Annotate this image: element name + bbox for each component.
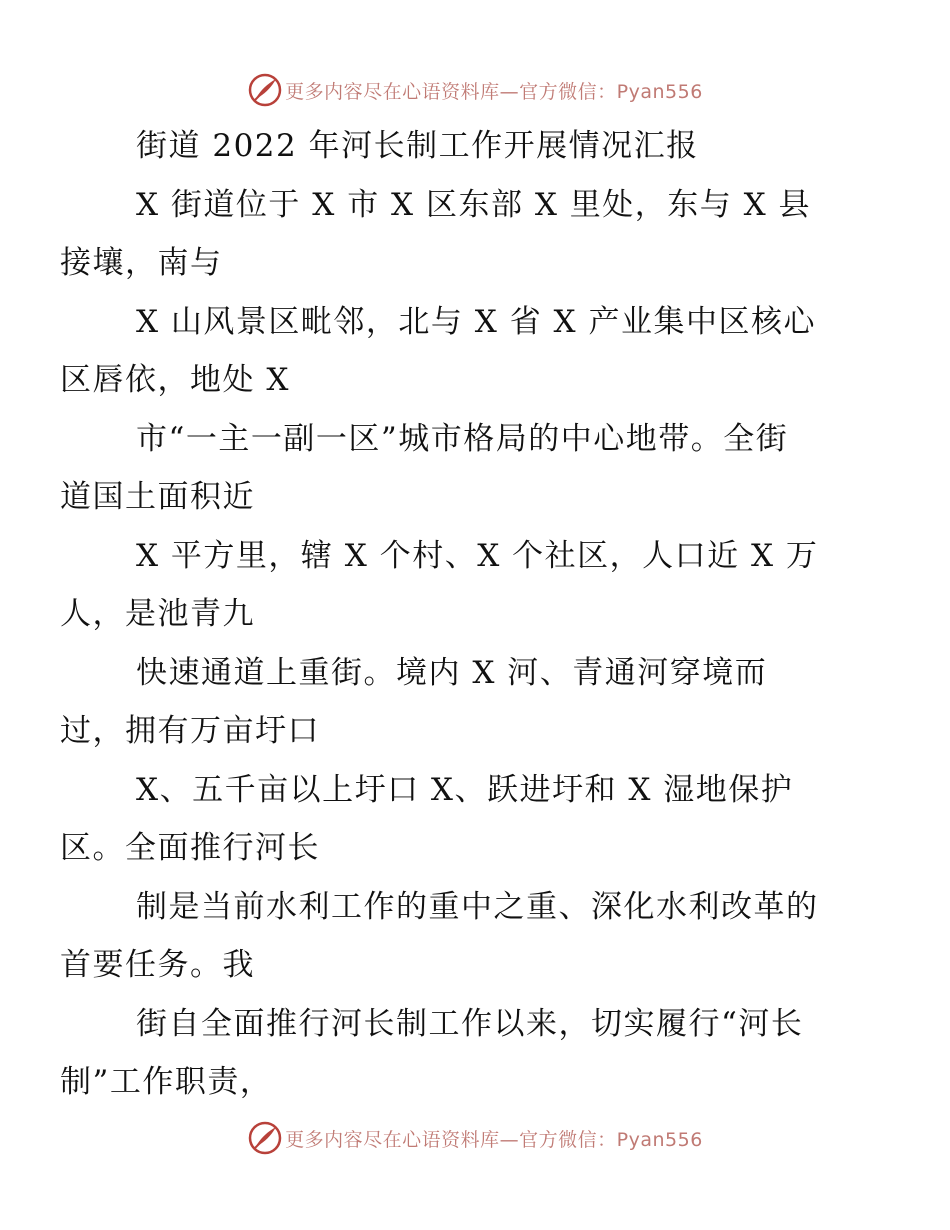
paragraph-line: X、五千亩以上圩口 X、跃进圩和 X 湿地保护: [136, 771, 794, 808]
quill-logo-icon: [247, 1120, 283, 1156]
watermark-text: 更多内容尽在心语资料库—官方微信：Pyan556: [285, 1128, 703, 1151]
paragraph-line: 市“一主一副一区”城市格局的中心地带。全街: [136, 420, 789, 457]
paragraph: [60, 878, 850, 995]
footer-watermark: [0, 1118, 950, 1158]
paragraph: [60, 644, 850, 761]
paragraph-line: 街自全面推行河长制工作以来，切实履行“河长: [136, 1005, 804, 1042]
quill-logo-icon: [247, 72, 283, 108]
document-title: 街道 2022 年河长制工作开展情况汇报: [136, 128, 699, 164]
paragraph-line: 快速通道上重街。境内 X 河、青通河穿境而: [136, 654, 768, 691]
paragraph-line: 制是当前水利工作的重中之重、深化水利改革的: [136, 888, 819, 925]
paragraph: [60, 293, 850, 410]
paragraph-line: 人，是池青九: [60, 596, 255, 632]
document-body: [60, 117, 850, 1112]
paragraph: [60, 410, 850, 527]
paragraph: [60, 176, 850, 293]
paragraph-line: 道国土面积近: [60, 479, 255, 515]
watermark-text: 更多内容尽在心语资料库—官方微信：Pyan556: [285, 80, 703, 103]
paragraph-line: 首要任务。我: [60, 947, 255, 983]
paragraph-line: 区。全面推行河长: [60, 830, 320, 866]
paragraph-line: 接壤，南与: [60, 245, 223, 281]
paragraph-line: 区唇依，地处 X: [60, 362, 290, 398]
paragraph-line: 制”工作职责，: [60, 1064, 273, 1100]
paragraph-line: X 街道位于 X 市 X 区东部 X 里处，东与 X 县: [136, 186, 812, 223]
paragraph-line: 过，拥有万亩圩口: [60, 713, 320, 749]
paragraph: [60, 761, 850, 878]
paragraph: [60, 527, 850, 644]
header-watermark: [0, 70, 950, 110]
paragraph-line: X 平方里，辖 X 个村、X 个社区，人口近 X 万: [136, 537, 819, 574]
paragraph-line: X 山风景区毗邻，北与 X 省 X 产业集中区核心: [136, 303, 816, 340]
paragraph: [60, 995, 850, 1112]
